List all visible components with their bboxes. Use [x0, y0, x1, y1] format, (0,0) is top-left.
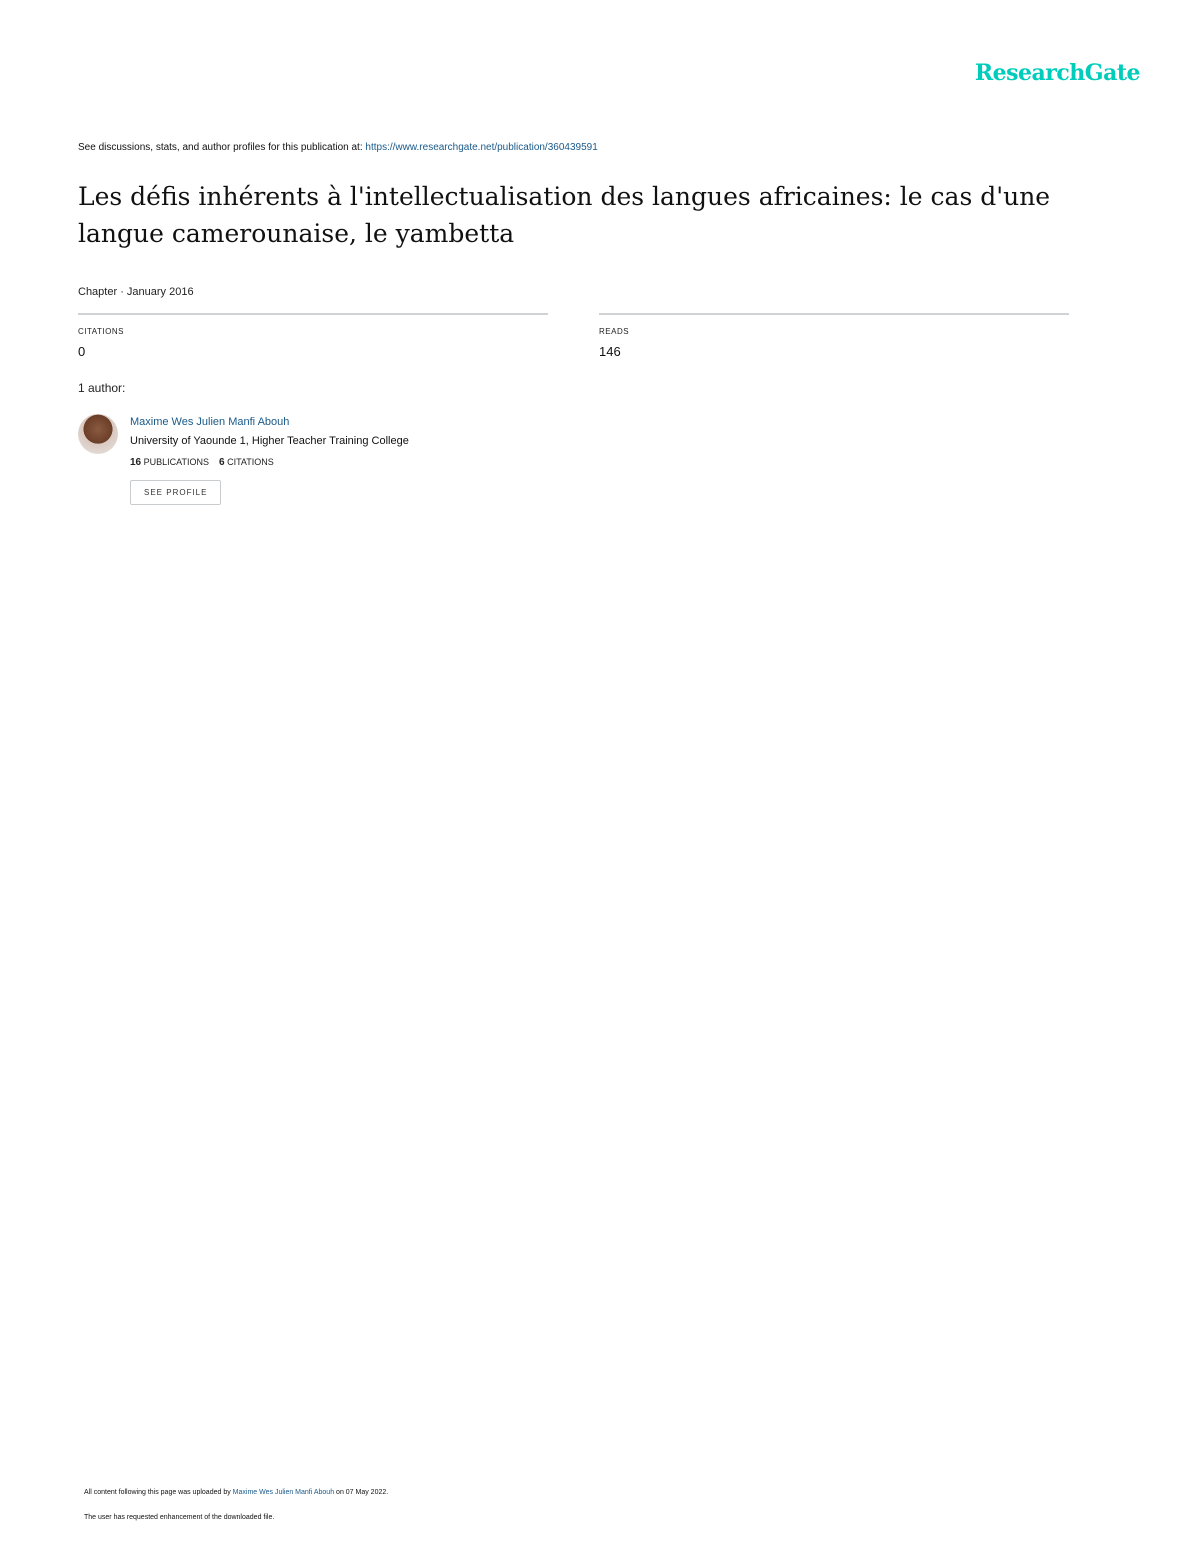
researchgate-logo: ResearchGate: [974, 60, 1140, 86]
publication-link-line: [78, 142, 598, 153]
citations-label: CITATIONS: [78, 327, 124, 336]
reads-stat: [599, 313, 1069, 359]
publication-title: Les défis inhérents à l'intellectualisation des langues africaines: le cas d'une langue camerounaise, le yambetta: [78, 182, 1051, 248]
author-stats: [130, 457, 409, 468]
author-count: 1 author:: [78, 381, 126, 395]
reads-value: 146: [599, 344, 621, 359]
see-profile-button[interactable]: SEE PROFILE: [130, 480, 221, 505]
divider: [78, 313, 548, 315]
upload-suffix: on 07 May 2022.: [336, 1489, 389, 1496]
uploader-link[interactable]: Maxime Wes Julien Manfi Abouh: [232, 1489, 335, 1496]
author-card: [130, 416, 409, 505]
enhancement-note: The user has requested enhancement of the downloaded file.: [84, 1514, 275, 1521]
upload-note: [84, 1489, 388, 1496]
citations-stat: [78, 313, 548, 359]
divider: [599, 313, 1069, 315]
author-avatar[interactable]: [78, 414, 118, 454]
see-discussions-text: See discussions, stats, and author profiles for this publication at:: [78, 142, 363, 153]
upload-prefix: All content following this page was uploaded by: [84, 1489, 231, 1496]
reads-label: READS: [599, 327, 630, 336]
publications-label: PUBLICATIONS: [143, 457, 209, 467]
author-citations-label: CITATIONS: [227, 457, 274, 467]
author-name-link[interactable]: Maxime Wes Julien Manfi Abouh: [130, 416, 290, 428]
author-citations-count: 6: [219, 457, 225, 468]
citations-value: 0: [78, 344, 86, 359]
author-affiliation: University of Yaounde 1, Higher Teacher Training College: [130, 435, 409, 447]
publications-count: 16: [130, 457, 142, 468]
publication-url-link[interactable]: https://www.researchgate.net/publication/360439591: [365, 142, 598, 153]
publication-meta: Chapter · January 2016: [78, 286, 194, 298]
